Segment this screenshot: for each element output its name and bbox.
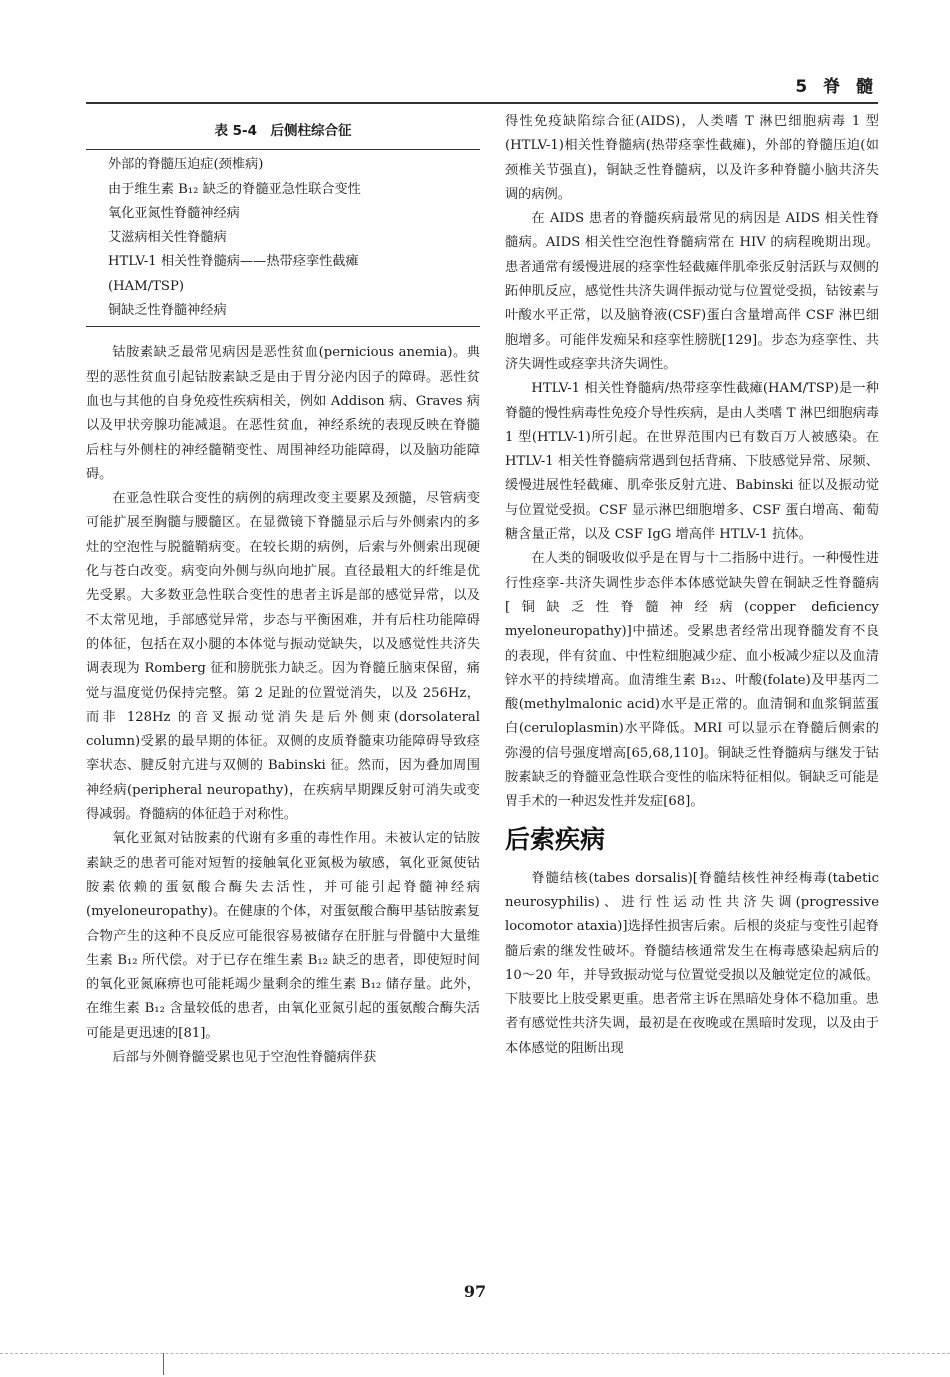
table-row: 由于维生素 B₁₂ 缺乏的脊髓亚急性联合变性 xyxy=(108,181,361,197)
body-paragraph: 氧化亚氮对钴胺素的代谢有多重的毒性作用。未被认定的钴胺素缺乏的患者可能对短暂的接触氧化亚氮极为敏感，氧化亚氮使钴胺素依赖的蛋氨酸合酶失去活性，并可能引起脊髓神经病(myeloneuropathy)。在健康的个体，对蛋氨酸合酶甲基钴胺素复合物产生的这种不良反应可能很容易被储存在肝脏与骨髓中大量维生素 B₁₂ 所代偿。对于已存在维生素 B₁₂ 缺乏的患者，即使短时间的氧化亚氮麻痹也可能耗竭少量剩余的维生素 B₁₂ 储存量。此外，在维生素 B₁₂ 含量较低的患者，由氧化亚氮引起的蛋氨酸合酶失活可能是更迅速的[81]。 xyxy=(86,831,480,1041)
body-paragraph: 后部与外侧脊髓受累也见于空泡性脊髓病伴获 xyxy=(112,1049,377,1065)
right-column xyxy=(505,110,879,1061)
left-column xyxy=(86,110,480,1070)
table-row: (HAM/TSP) xyxy=(108,278,184,294)
table-row: 外部的脊髓压迫症(颈椎病) xyxy=(108,157,264,173)
body-paragraph: 钴胺素缺乏最常见病因是恶性贫血(pernicious anemia)。典型的恶性贫血引起钴胺素缺乏是由于胃分泌内因子的障碍。恶性贫血也与其他的自身免疫性疾病相关，例如 Addison 病、Graves 病以及甲状旁腺功能减退。在恶性贫血，神经系统的表现反映在脊髓后柱与外侧柱的神经髓鞘变性、周围神经功能障碍，以及脑功能障碍。 xyxy=(86,345,480,482)
table-row: 铜缺乏性脊髓神经病 xyxy=(108,303,227,319)
body-paragraph: 在亚急性联合变性的病例的病理改变主要累及颈髓，尽管病变可能扩展至胸髓与腰髓区。在显微镜下脊髓显示后与外侧索内的多灶的空泡性与脱髓鞘病变。在较长期的病例，后索与外侧索出现硬化与苍白改变。病变向外侧与纵向地扩展。直径最粗大的纤维是优先受累。大多数亚急性联合变性的患者主诉是部的感觉异常，以及不太常见地，手部感觉异常，步态与平衡困难，并有后柱功能障碍的体征，包括在双小腿的本体觉与振动觉缺失，以及感觉性共济失调表现为 Romberg 征和膀胱张力缺乏。因为脊髓丘脑束保留，痛觉与温度觉仍保持完整。第 2 足趾的位置觉消失，以及 256Hz，而非 128Hz 的音叉振动觉消失是后外侧束(dorsolateral column)受累的最早期的体征。双侧的皮质脊髓束功能障碍导致痉挛状态、腱反射亢进与双侧的 Babinski 征。然而，因为叠加周围神经病(peripheral neuropathy)，在疾病早期踝反射可消失或变得减弱。脊髓病的体征趋于对称性。 xyxy=(86,491,480,823)
body-paragraph: 在 AIDS 患者的脊髓疾病最常见的病因是 AIDS 相关性脊髓病。AIDS 相关性空泡性脊髓病常在 HIV 的病程晚期出现。患者通常有缓慢进展的痉挛性轻截瘫伴肌牵张反射活跃与双侧的跖伸肌反应，感觉性共济失调伴振动觉与位置觉受损，钴铵素与叶酸水平正常，以及脑脊液(CSF)蛋白含量增高伴 CSF 淋巴细胞增多。可能伴发痴呆和痉挛性膀胱[129]。步态为痉挛性、共济失调性或痉挛共济失调性。 xyxy=(505,211,879,372)
table-row: 氧化亚氮性脊髓神经病 xyxy=(108,205,240,221)
table-row: 艾滋病相关性脊髓病 xyxy=(108,230,227,246)
body-paragraph: HTLV-1 相关性脊髓病/热带痉挛性截瘫(HAM/TSP)是一种脊髓的慢性病毒性免疫介导性疾病，是由人类嗜 T 淋巴细胞病毒 1 型(HTLV-1)所引起。在世界范围内已有数百万人被感染。在 HTLV-1 相关性脊髓病常遇到包括背痛、下肢感觉异常、尿频、缓慢进展性轻截瘫、肌牵张反射亢进、Babinski 征以及振动觉与位置觉受损。CSF 显示淋巴细胞增多、CSF 蛋白增高、葡萄糖含量正常，以及 CSF IgG 增高伴 HTLV-1 抗体。 xyxy=(505,381,879,543)
body-paragraph: 脊髓结核(tabes dorsalis)[脊髓结核性神经梅毒(tabetic neurosyphilis)、进行性运动性共济失调(progressive locomotor ataxia)]选择性损害后索。后根的炎症与变性引起脊髓后索的继发性破坏。脊髓结核通常发生在梅毒感染起病后的 10～20 年，并导致振动觉与位置觉受损以及触觉定位的减低。下肢要比上肢受累更重。患者常主诉在黑暗处身体不稳加重。患者有感觉性共济失调，最初是在夜晚或在黑暗时发现，以及由于本体感觉的阻断出现 xyxy=(505,870,879,1056)
table-title: 表 5-4 后侧柱综合征 xyxy=(214,123,352,139)
section-heading: 后索疾病 xyxy=(505,824,606,854)
scan-edge-line xyxy=(0,1353,950,1354)
syndrome-table xyxy=(86,149,480,327)
chapter-title: 5 脊 髓 xyxy=(795,77,878,97)
body-paragraph: 在人类的铜吸收似乎是在胃与十二指肠中进行。一种慢性进行性痉挛-共济失调性步态伴本体感觉缺失曾在铜缺乏性脊髓病[铜缺乏性脊髓神经病(copper deficiency myeloneuropathy)]中描述。受累患者经常出现脊髓发育不良的表现，伴有贫血、中性粒细胞减少症、血小板减少症以及血清锌水平的持续增高。血清维生素 B₁₂、叶酸(folate)及甲基丙二酸(methylmalonic acid)水平是正常的。血清铜和血浆铜蓝蛋白(ceruloplasmin)水平降低。MRI 可以显示在脊髓后侧索的弥漫的信号强度增高[65,68,110]。铜缺乏性脊髓病与继发于钴胺素缺乏的脊髓亚急性联合变性的临床特征相似。铜缺乏可能是胃手术的一种迟发性并发症[68]。 xyxy=(505,551,879,810)
table-row: HTLV-1 相关性脊髓病——热带痉挛性截瘫 xyxy=(108,254,359,270)
scan-edge-tick xyxy=(163,1353,164,1375)
page-number: 97 xyxy=(463,1282,487,1301)
page-header xyxy=(86,60,878,104)
body-paragraph: 得性免疫缺陷综合征(AIDS)，人类嗜 T 淋巴细胞病毒 1 型(HTLV-1)相关性脊髓病(热带痉挛性截瘫)，外部的脊髓压迫(如颈椎关节强直)，铜缺乏性脊髓病，以及许多种脊髓小脑共济失调的病例。 xyxy=(505,114,879,202)
